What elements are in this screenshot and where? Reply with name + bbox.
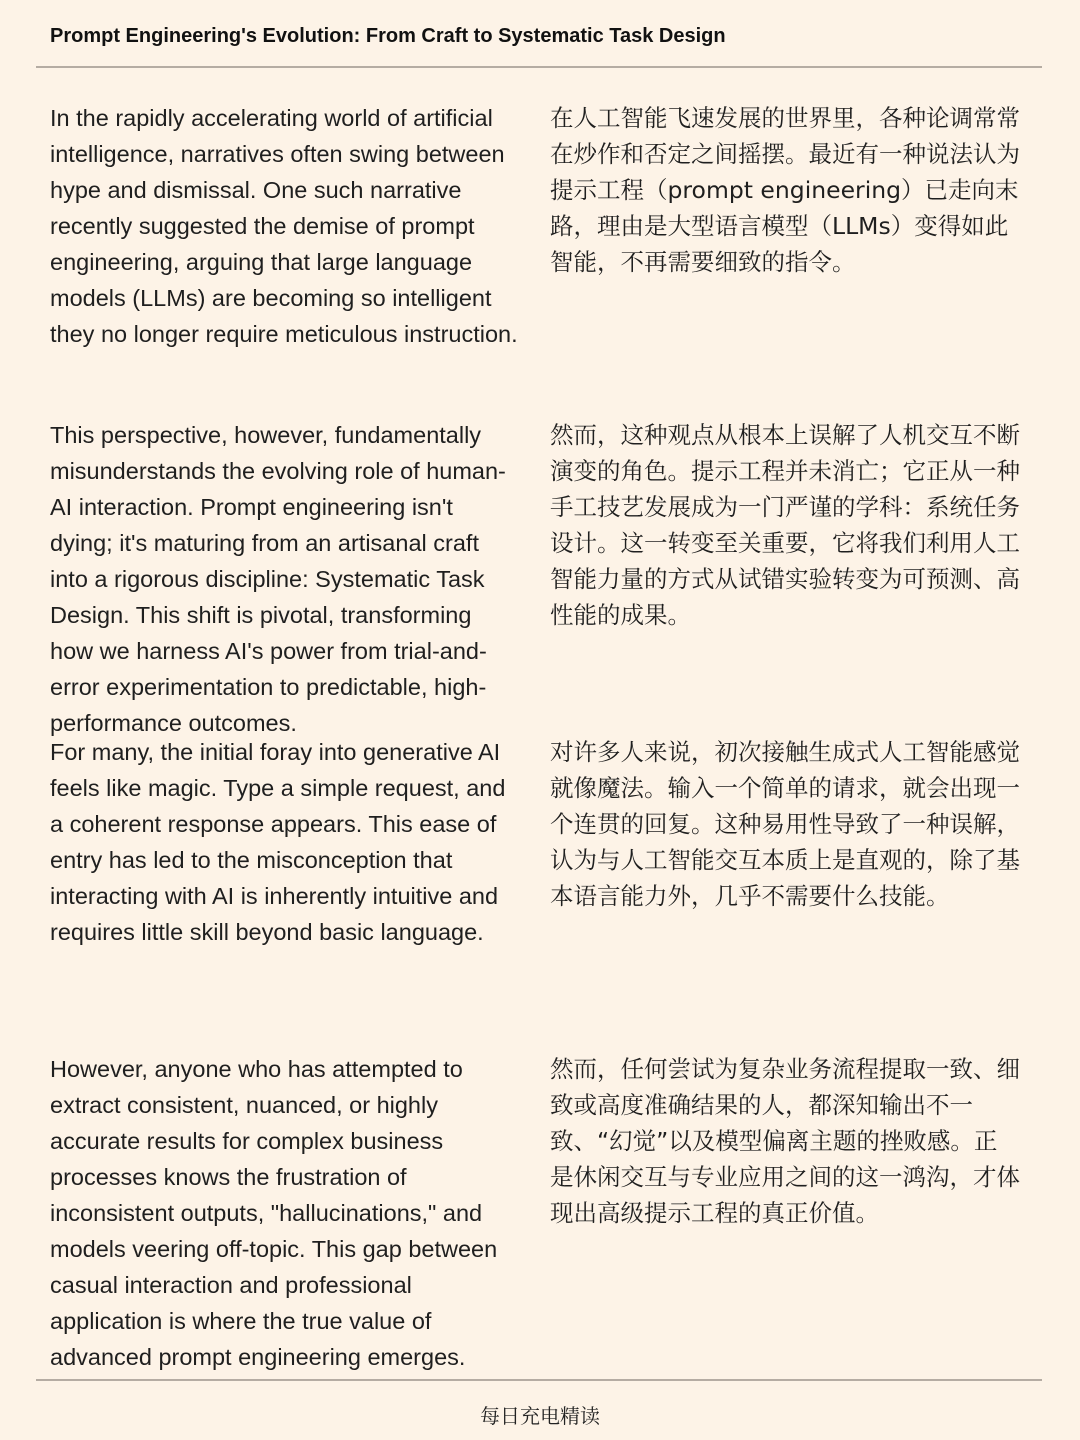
top-divider (36, 66, 1042, 68)
paragraph-3-english: For many, the initial foray into generative AI feels like magic. Type a simple request, and a coherent response appears. This ease of entry has led to the misconception that interacting with AI is inherently intuitive and requires little skill beyond basic language. (50, 739, 506, 945)
paragraph-3-chinese: 对许多人来说，初次接触生成式人工智能感觉就像魔法。输入一个简单的请求，就会出现一个连贯的回复。这种易用性导致了一种误解，认为与人工智能交互本质上是直观的，除了基本语言能力外，几乎不需要什么技能。 (550, 738, 1020, 910)
paragraph-2-chinese: 然而，这种观点从根本上误解了人机交互不断演变的角色。提示工程并未消亡；它正从一种手工技艺发展成为一门严谨的学科：系统任务设计。这一转变至关重要，它将我们利用人工智能力量的方式从试错实验转变为可预测、高性能的成果。 (550, 421, 1020, 629)
paragraph-1-english: In the rapidly accelerating world of artificial intelligence, narratives often swing between hype and dismissal. One such narrative recently suggested the demise of prompt engineering, arguing that large language models (LLMs) are becoming so intelligent they no longer require meticulous instruction. (50, 105, 518, 347)
article-title: Prompt Engineering's Evolution: From Craft to Systematic Task Design (50, 25, 726, 47)
footer-label: 每日充电精读 (480, 1404, 600, 1428)
paragraph-1-chinese: 在人工智能飞速发展的世界里，各种论调常常在炒作和否定之间摇摆。最近有一种说法认为提示工程（prompt engineering）已走向末路，理由是大型语言模型（LLMs）变得如此智能，不再需要细致的指令。 (550, 104, 1020, 276)
paragraph-4-chinese: 然而，任何尝试为复杂业务流程提取一致、细致或高度准确结果的人，都深知输出不一致、“幻觉”以及模型偏离主题的挫败感。正是休闲交互与专业应用之间的这一鸿沟，才体现出高级提示工程的真正价值。 (550, 1055, 1020, 1227)
bottom-divider (36, 1379, 1042, 1381)
paragraph-2-english: This perspective, however, fundamentally misunderstands the evolving role of human-AI interaction. Prompt engineering isn't dying; it's maturing from an artisanal craft into a rigorous discipline: Systematic Task Design. This shift is pivotal, transforming how we harness AI's power from trial-and-error experimentation to predictable, high-performance outcomes. (50, 422, 506, 736)
paragraph-4-english: However, anyone who has attempted to extract consistent, nuanced, or highly accurate results for complex business processes knows the frustration of inconsistent outputs, "hallucinations," and models veering off-topic. This gap between casual interaction and professional application is where the true value of advanced prompt engineering emerges. (50, 1056, 498, 1370)
